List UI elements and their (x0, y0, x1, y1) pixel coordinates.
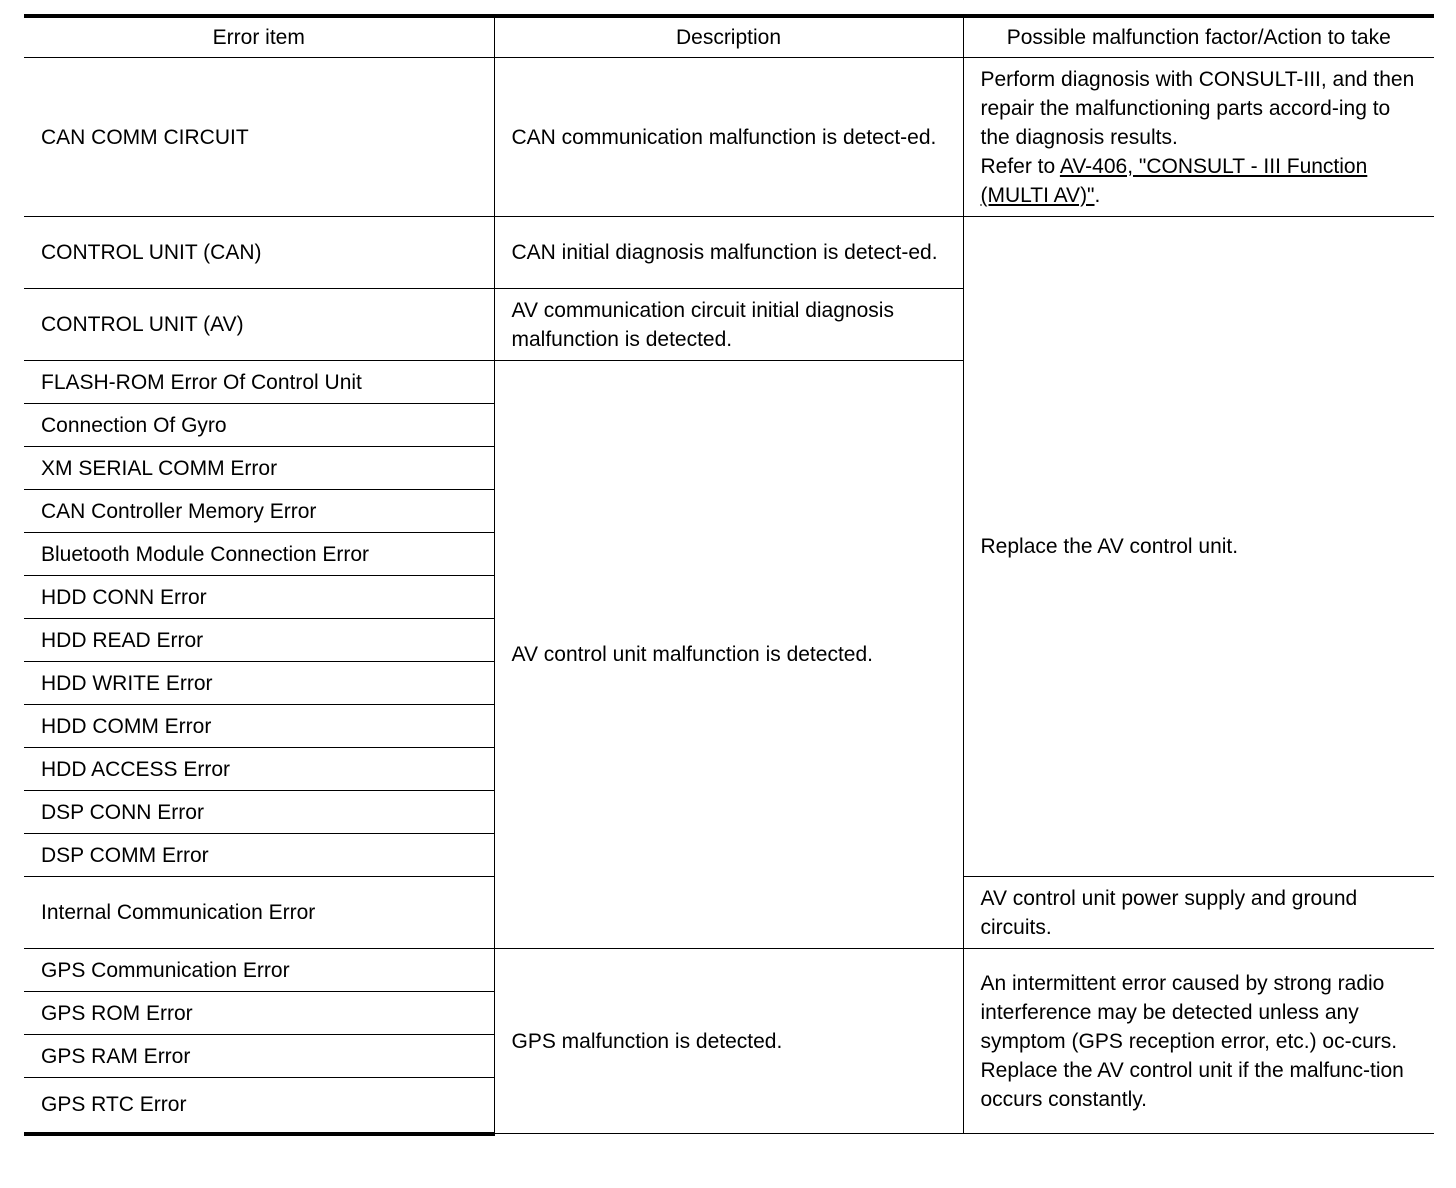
error-item-cell: FLASH-ROM Error Of Control Unit (24, 361, 494, 404)
error-item-cell: DSP CONN Error (24, 791, 494, 834)
table-row (24, 949, 1434, 992)
error-item-cell: HDD ACCESS Error (24, 748, 494, 791)
consult-function-link[interactable]: AV-406, "CONSULT - III Function (MULTI AV)" (980, 154, 1368, 207)
action-cell: AV control unit power supply and ground circuits. (963, 877, 1434, 949)
table-row (24, 58, 1434, 217)
refer-text (981, 152, 1425, 210)
refer-prefix: Refer to (980, 154, 1060, 178)
error-item-table (24, 14, 1434, 1136)
header-description: Description (494, 16, 963, 58)
header-error-item: Error item (24, 16, 494, 58)
error-item-cell: XM SERIAL COMM Error (24, 447, 494, 490)
error-item-cell: CONTROL UNIT (AV) (24, 289, 494, 361)
table-row (24, 217, 1434, 289)
error-item-cell: Connection Of Gyro (24, 404, 494, 447)
error-item-cell: Internal Communication Error (24, 877, 494, 949)
error-item-cell: DSP COMM Error (24, 834, 494, 877)
action-cell-replace: Replace the AV control unit. (963, 217, 1434, 877)
error-item-cell: Bluetooth Module Connection Error (24, 533, 494, 576)
description-cell: AV communication circuit initial diagnosis malfunction is detected. (494, 289, 963, 361)
gps-action-text-2: Replace the AV control unit if the malfunc-tion occurs constantly. (980, 1058, 1404, 1111)
refer-suffix: . (1094, 183, 1101, 207)
error-item-cell: GPS Communication Error (24, 949, 494, 992)
error-item-cell: CONTROL UNIT (CAN) (24, 217, 494, 289)
description-cell-av-unit: AV control unit malfunction is detected. (494, 361, 963, 949)
error-item-cell: CAN COMM CIRCUIT (24, 58, 494, 217)
description-cell: CAN initial diagnosis malfunction is detect-ed. (494, 217, 963, 289)
error-item-cell: HDD CONN Error (24, 576, 494, 619)
error-item-cell: HDD READ Error (24, 619, 494, 662)
table-header-row (24, 16, 1434, 58)
error-item-cell: GPS ROM Error (24, 992, 494, 1035)
error-item-cell: CAN Controller Memory Error (24, 490, 494, 533)
error-item-cell: HDD WRITE Error (24, 662, 494, 705)
action-text: Perform diagnosis with CONSULT-III, and then repair the malfunctioning parts accord-ing to the diagnosis results. (980, 67, 1415, 149)
error-item-cell: HDD COMM Error (24, 705, 494, 748)
error-item-cell: GPS RAM Error (24, 1035, 494, 1078)
description-cell-gps: GPS malfunction is detected. (494, 949, 963, 1134)
action-cell-gps (963, 949, 1434, 1134)
gps-action-text: An intermittent error caused by strong radio interference may be detected unless any symptom (GPS reception error, etc.) oc-curs. (980, 971, 1398, 1053)
error-item-cell: GPS RTC Error (24, 1078, 494, 1134)
header-action: Possible malfunction factor/Action to take (963, 16, 1434, 58)
action-cell (963, 58, 1434, 217)
description-cell: CAN communication malfunction is detect-ed. (494, 58, 963, 217)
